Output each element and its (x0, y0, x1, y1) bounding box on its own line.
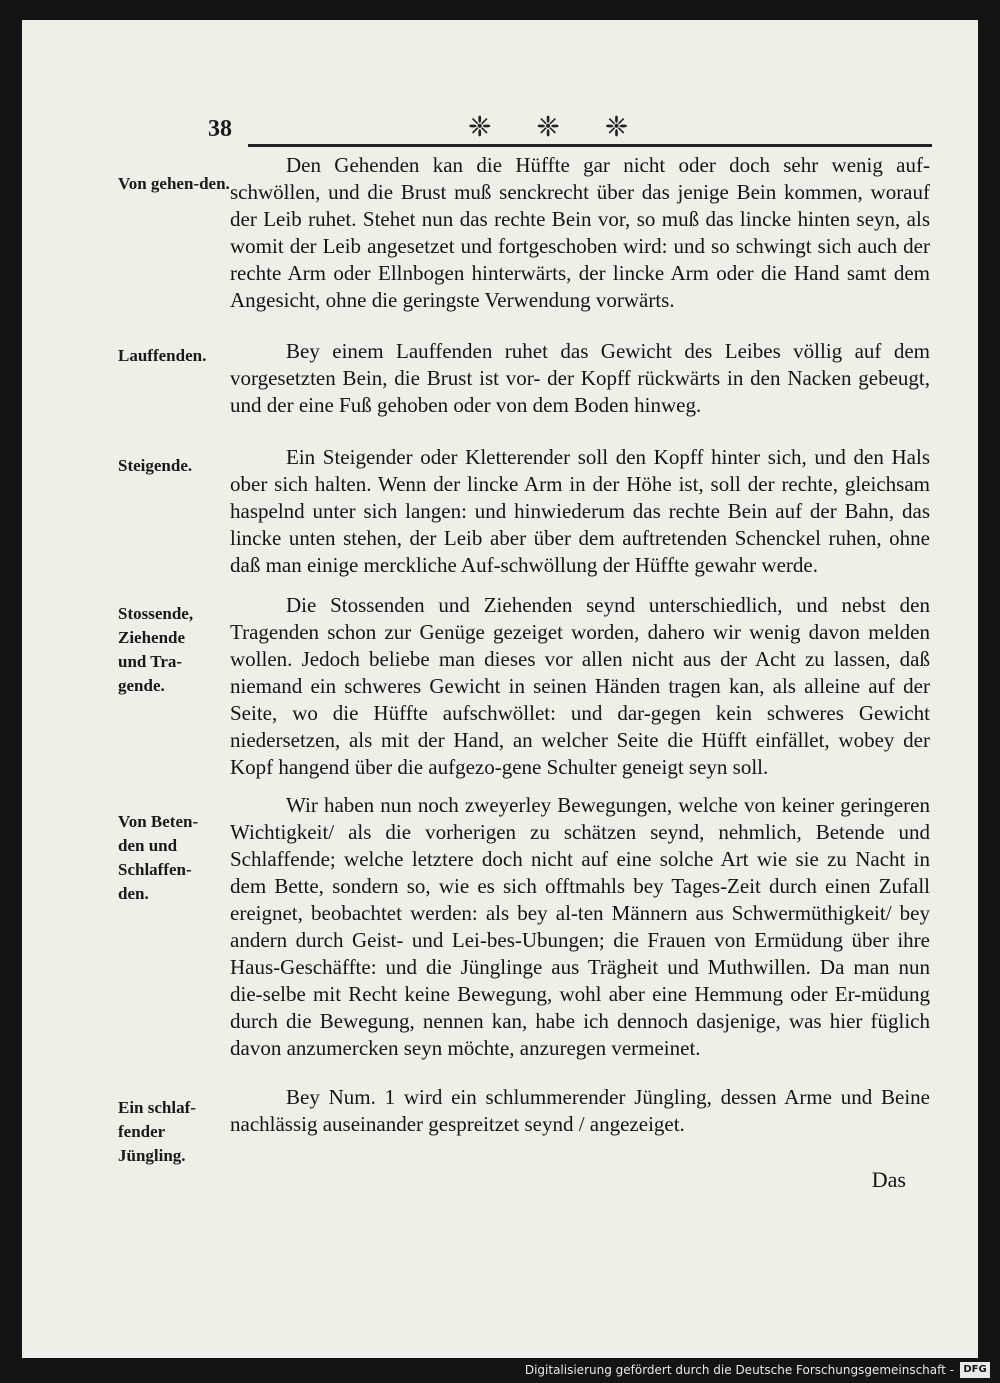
marginal-note: Von Beten-den und Schlaffen-den. (118, 812, 199, 903)
paragraph-gehenden: Den Gehenden kan die Hüffte gar nicht oder doch sehr wenig auf-schwöllen, und die Brust muß senckrecht über das jenige Bein kommen, worauf der Leib ruhet. Stehet nun das rechte Bein vor, so muß das lincke hinten seyn, als womit der Leib angesetzet und fortgeschoben wird: und so schwingt sich auch der rechte Arm oder Ellnbogen hinterwärts, der lincke Arm oder die Hand samt dem Angesicht, ohne die geringste Verwendung vorwärts. (230, 153, 930, 312)
footer-bar (0, 1358, 1000, 1383)
catchword: Das (871, 1167, 906, 1192)
paragraph-stossenden: Die Stossenden und Ziehenden seynd unterschiedlich, und nebst den Tragenden schon zur Genüge gezeiget worden, dahero wir wenig davon melden wollen. Jedoch beliebe man dieses vor allen nicht aus der Acht zu lassen, daß niemand ein schweres Gewicht in seinen Händen tragen kan, als alleine auf der Seite, wo die Hüffte aufschwöllet: und dar-gegen kein schweres Gewicht niedersetzen, als mit der Hand, an welcher Seite die Hüfft einfället, wobey der Kopf hangend über die aufgezo-gene Schulter geneigt seyn soll. (230, 593, 930, 779)
marginal-note: Stossende, Ziehende und Tra-gende. (118, 604, 194, 695)
marginal-note: Lauffenden. (118, 346, 207, 365)
paragraph-steigenden: Ein Steigender oder Kletterender soll den Kopff hinter sich, und den Hals ober sich halten. Wenn der lincke Arm in der Höhe ist, soll der rechte, gleichsam haspelnd unter sich langen: und hinwiederum das rechte Bein auf der Bahn, das lincke unten stehen, der Leib aber über dem auftretenden Schenckel ruhen, ohne daß man einige merckliche Auf-schwöllung der Hüffte gewahr werde. (230, 445, 930, 577)
book-page (22, 20, 978, 1358)
marginal-note: Ein schlaf-fender Jüngling. (118, 1098, 196, 1165)
paragraph-lauffenden: Bey einem Lauffenden ruhet das Gewicht des Leibes völlig auf dem vorgesetzten Bein, die Brust ist vor- der Kopff rückwärts in den Nacken gebeugt, und der eine Fuß gehoben oder von dem Boden hinweg. (230, 339, 930, 417)
page-header (208, 106, 932, 146)
header-rule (248, 144, 932, 147)
marginal-note: Von gehen-den. (118, 174, 230, 193)
page-number: 38 (208, 116, 232, 142)
dfg-logo-icon: DFG (960, 1362, 990, 1378)
paragraph-betenden: Wir haben nun noch zweyerley Bewegungen, welche von keiner geringeren Wichtigkeit/ als die vorherigen zu schätzen seynd, nehmlich, Betende und Schlaffende; welche letztere doch nicht auf eine solche Art wie sie zu Nacht in dem Bette, sondern so, wie es sich offtmahls bey Tages-Zeit durch einen Zufall ereignet, beobachtet werden: als bey al-ten Männern aus Schwermüthigkeit/ bey andern durch Geist- und Lei-bes-Ubungen; die Frauen von Ermüdung über ihre Haus-Geschäffte: und die Jünglinge aus Trägheit und Muthwillen. Da man nun die-selbe mit Recht keine Bewegung, wohl aber eine Hemmung oder Er-müdung durch die Bewegung, nennen kan, habe ich dennoch dasjenige, was hier füglich davon anzumercken seyn möchte, anzuregen vermeinet. (230, 793, 930, 1060)
header-ornament: ❈ ❈ ❈ (468, 110, 647, 143)
marginal-note: Steigende. (118, 456, 193, 475)
footer-credit: Digitalisierung gefördert durch die Deutsche Forschungsgemeinschaft - (524, 1363, 954, 1377)
paragraph-juengling: Bey Num. 1 wird ein schlummerender Jüngling, dessen Arme und Beine nachlässig auseinander gespreitzet seynd / angezeiget. (230, 1085, 930, 1136)
